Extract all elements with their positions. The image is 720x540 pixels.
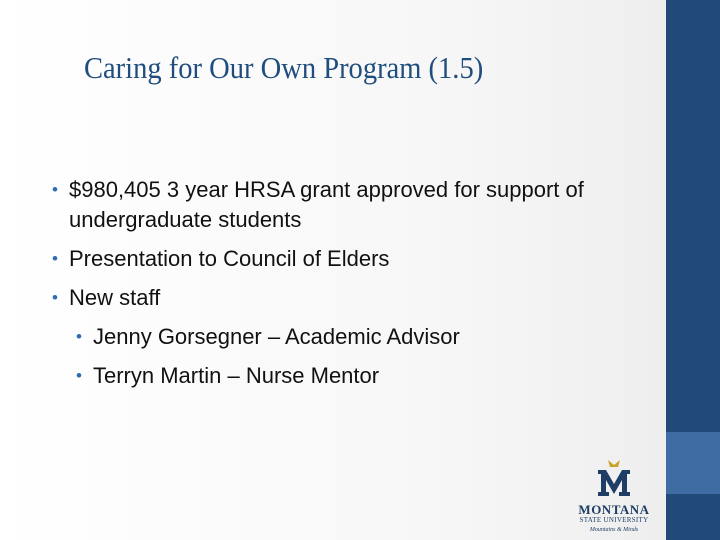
logo-subname: STATE UNIVERSITY (579, 516, 649, 524)
bullet-icon: • (76, 366, 82, 385)
bullet-list (52, 175, 652, 400)
bullet-item (52, 175, 652, 235)
slide-title: Caring for Our Own Program (1.5) (84, 50, 484, 85)
sub-bullet-item (52, 322, 652, 352)
bullet-text: Jenny Gorsegner – Academic Advisor (93, 324, 460, 349)
bullet-icon: • (52, 180, 58, 199)
logo-name: MONTANA (578, 502, 650, 517)
university-logo (568, 458, 660, 536)
bullet-item (52, 283, 652, 313)
sub-bullet-item (52, 361, 652, 391)
sidebar-accent-bar (666, 432, 720, 494)
bullet-icon: • (52, 288, 58, 307)
bullet-icon: • (52, 249, 58, 268)
bullet-text: Terryn Martin – Nurse Mentor (93, 363, 380, 388)
bullet-item (52, 244, 652, 274)
m-logo-icon (568, 458, 660, 498)
logo-tagline: Mountains & Minds (589, 527, 639, 533)
bullet-icon: • (76, 327, 82, 346)
bullet-text: $980,405 3 year HRSA grant approved for support of undergraduate students (69, 177, 584, 232)
bullet-text: Presentation to Council of Elders (69, 246, 390, 271)
bullet-text: New staff (69, 285, 161, 310)
